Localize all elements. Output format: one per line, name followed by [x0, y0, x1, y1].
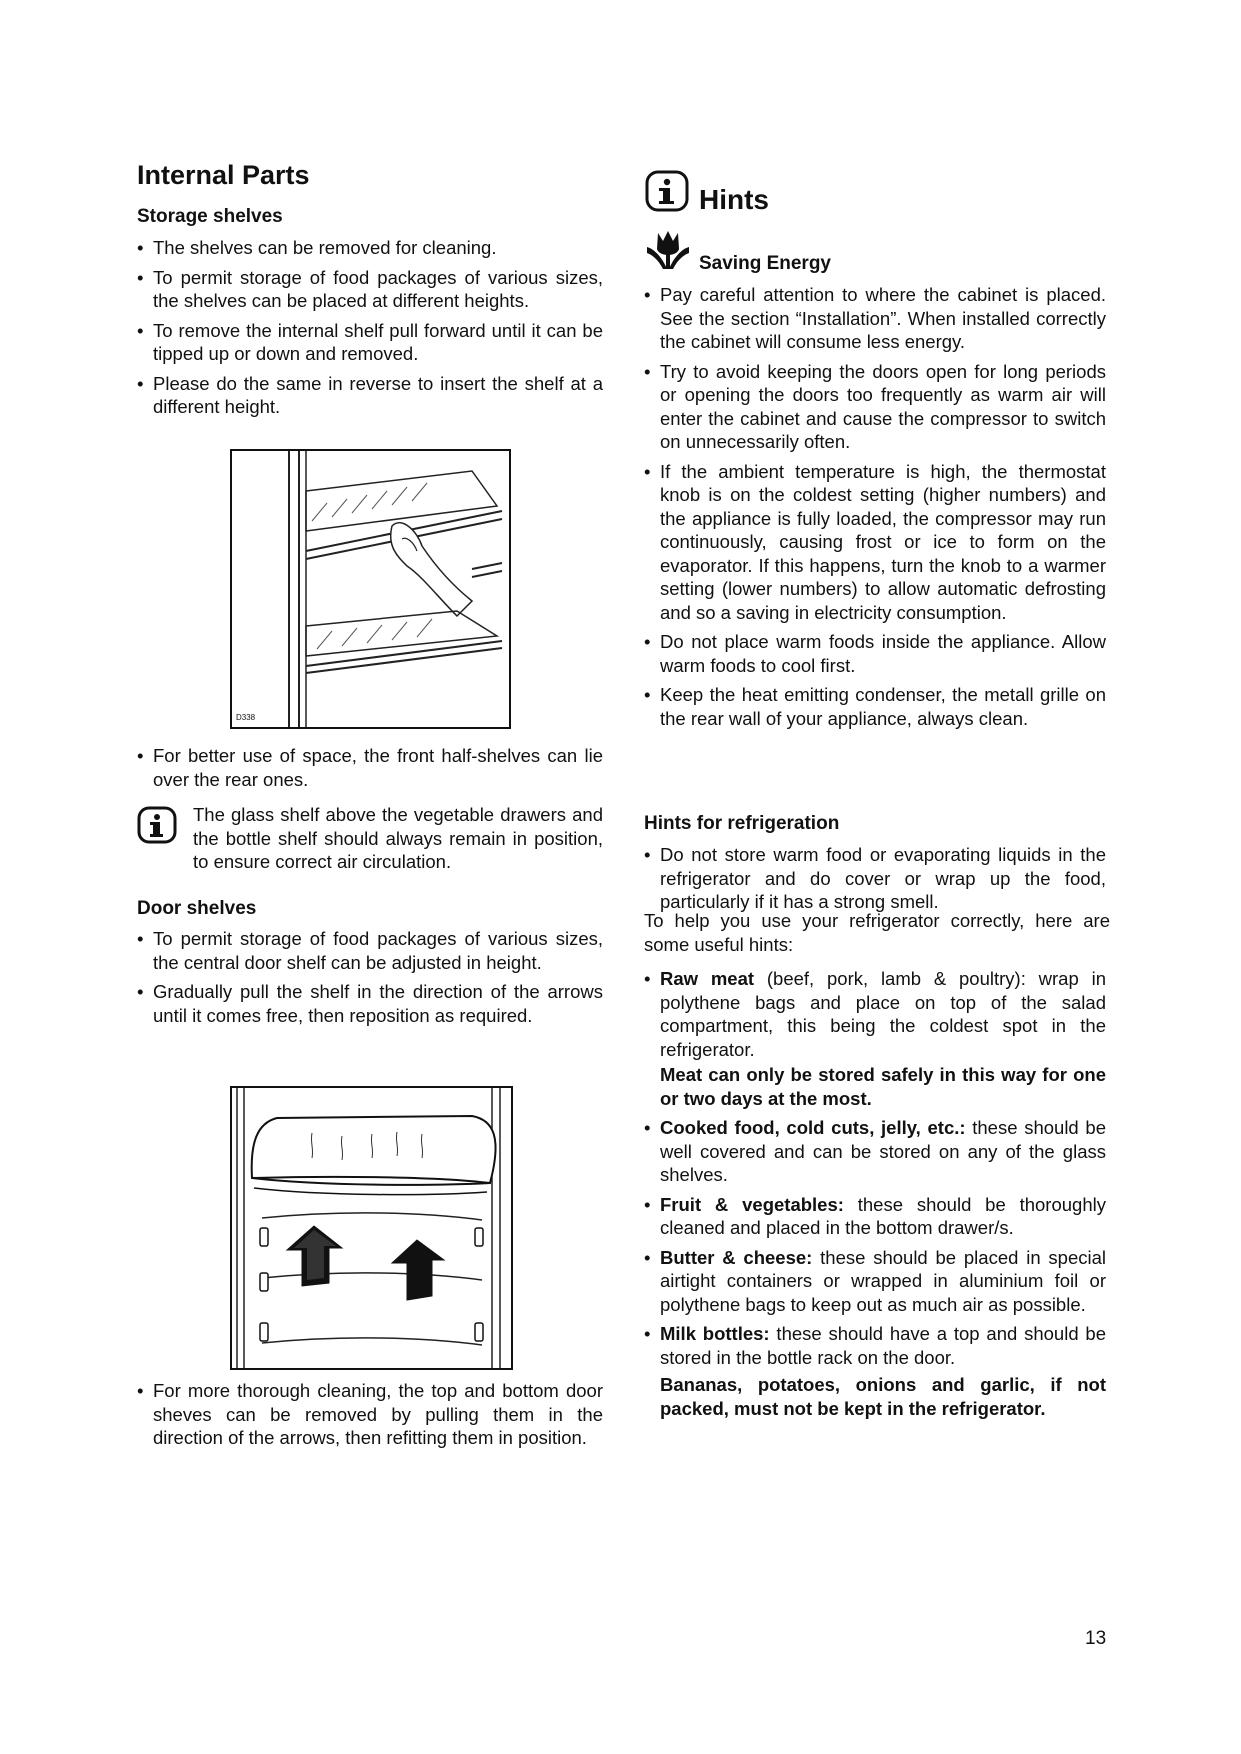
heading-hints-refrigeration: Hints for refrigeration	[644, 813, 840, 834]
section-title-hints: Hints	[699, 184, 769, 215]
cleaning-bullet-list	[137, 1379, 603, 1456]
heading-saving-energy: Saving Energy	[699, 253, 831, 274]
shelf-removal-figure	[230, 449, 511, 729]
info-icon	[645, 170, 689, 212]
tulip-energy-icon	[645, 229, 691, 271]
list-item: • Try to avoid keeping the doors open for long periods or opening the doors too frequently as warm air will enter the cabinet and cause the compressor to switch on unnecessarily often.	[644, 360, 1106, 454]
food-label: Milk bottles:	[660, 1323, 770, 1344]
final-warning: Bananas, potatoes, onions and garlic, if not packed, must not be kept in the refrigerator.	[660, 1374, 1106, 1419]
list-item	[644, 1322, 1106, 1420]
food-text: these should be thoroughly cleaned and placed in the bottom drawer/s.	[660, 1193, 1106, 1238]
section-title-internal-parts: Internal Parts	[137, 160, 310, 190]
food-label: Cooked food, cold cuts, jelly, etc.:	[660, 1117, 966, 1138]
list-item	[644, 1246, 1106, 1317]
list-item: • For more thorough cleaning, the top and bottom door sheves can be removed by pulling them in the direction of the arrows, then refitting them in position.	[137, 1379, 603, 1450]
list-item: • Do not place warm foods inside the appliance. Allow warm foods to cool first.	[644, 630, 1106, 677]
list-item: • To remove the internal shelf pull forward until it can be tipped up or down and removed.	[137, 319, 603, 366]
list-item: • Do not store warm food or evaporating liquids in the refrigerator and do cover or wrap up the food, particularly if it has a strong smell.	[644, 843, 1106, 914]
figure-label: D338	[236, 713, 256, 722]
half-shelves-list	[137, 744, 603, 797]
food-storage-list	[644, 967, 1106, 1426]
food-label: Raw meat	[660, 968, 755, 989]
food-label: Fruit & vegetables:	[660, 1193, 844, 1215]
info-note-text: The glass shelf above the vegetable drawers and the bottle shelf should always remain in position, to ensure correct air circulation.	[193, 804, 603, 872]
list-item	[644, 967, 1106, 1110]
list-item: • If the ambient temperature is high, the thermostat knob is on the coldest setting (higher numbers) and the appliance is fully loaded, the compressor may run continuously, causing frost or ice to form on the evaporator. If this happens, turn the knob to a warmer setting (lower numbers) to allow automatic defrosting and so a saving in electricity consumption.	[644, 460, 1106, 625]
storage-bullet-list	[137, 236, 603, 425]
food-text: these should have a top and should be stored in the bottle rack on the door.	[660, 1323, 1106, 1368]
list-item	[644, 1193, 1106, 1240]
shelf-illustration	[232, 451, 509, 727]
heading-storage-shelves: Storage shelves	[137, 206, 283, 227]
meat-warning: Meat can only be stored safely in this way for one or two days at the most.	[660, 1064, 1106, 1109]
door-shelf-illustration	[232, 1088, 511, 1368]
saving-energy-list	[644, 283, 1106, 736]
list-item	[644, 1116, 1106, 1187]
food-text: these should be well covered and can be stored on any of the glass shelves.	[660, 1117, 1106, 1185]
food-text: these should be placed in special airtight containers or wrapped in aluminium foil or polythene bags to keep out as much air as possible.	[660, 1246, 1106, 1315]
door-bullet-list	[137, 927, 603, 1033]
list-item: • Pay careful attention to where the cabinet is placed. See the section “Installation”. When installed correctly the cabinet will consume less energy.	[644, 283, 1106, 354]
list-item: • Gradually pull the shelf in the direction of the arrows until it comes free, then reposition as required.	[137, 980, 603, 1027]
door-shelf-figure	[230, 1086, 513, 1370]
hints-intro: To help you use your refrigerator correctly, here are some useful hints:	[644, 910, 1110, 955]
list-item: • Please do the same in reverse to insert the shelf at a different height.	[137, 372, 603, 419]
list-item: • To permit storage of food packages of various sizes, the central door shelf can be adjusted in height.	[137, 927, 603, 974]
food-label: Butter & cheese:	[660, 1246, 813, 1268]
list-item: • Keep the heat emitting condenser, the metall grille on the rear wall of your appliance, always clean.	[644, 683, 1106, 730]
heading-door-shelves: Door shelves	[137, 898, 257, 919]
food-text: (beef, pork, lamb & poultry): wrap in polythene bags and place on top of the salad compartment, this being the coldest spot in the refrigerator.	[660, 968, 1106, 1060]
info-icon	[137, 806, 177, 844]
list-item: • To permit storage of food packages of various sizes, the shelves can be placed at different heights.	[137, 266, 603, 313]
list-item: • The shelves can be removed for cleaning.	[137, 236, 603, 260]
page-number: 13	[1085, 1628, 1107, 1649]
list-item: • For better use of space, the front half-shelves can lie over the rear ones.	[137, 744, 603, 791]
